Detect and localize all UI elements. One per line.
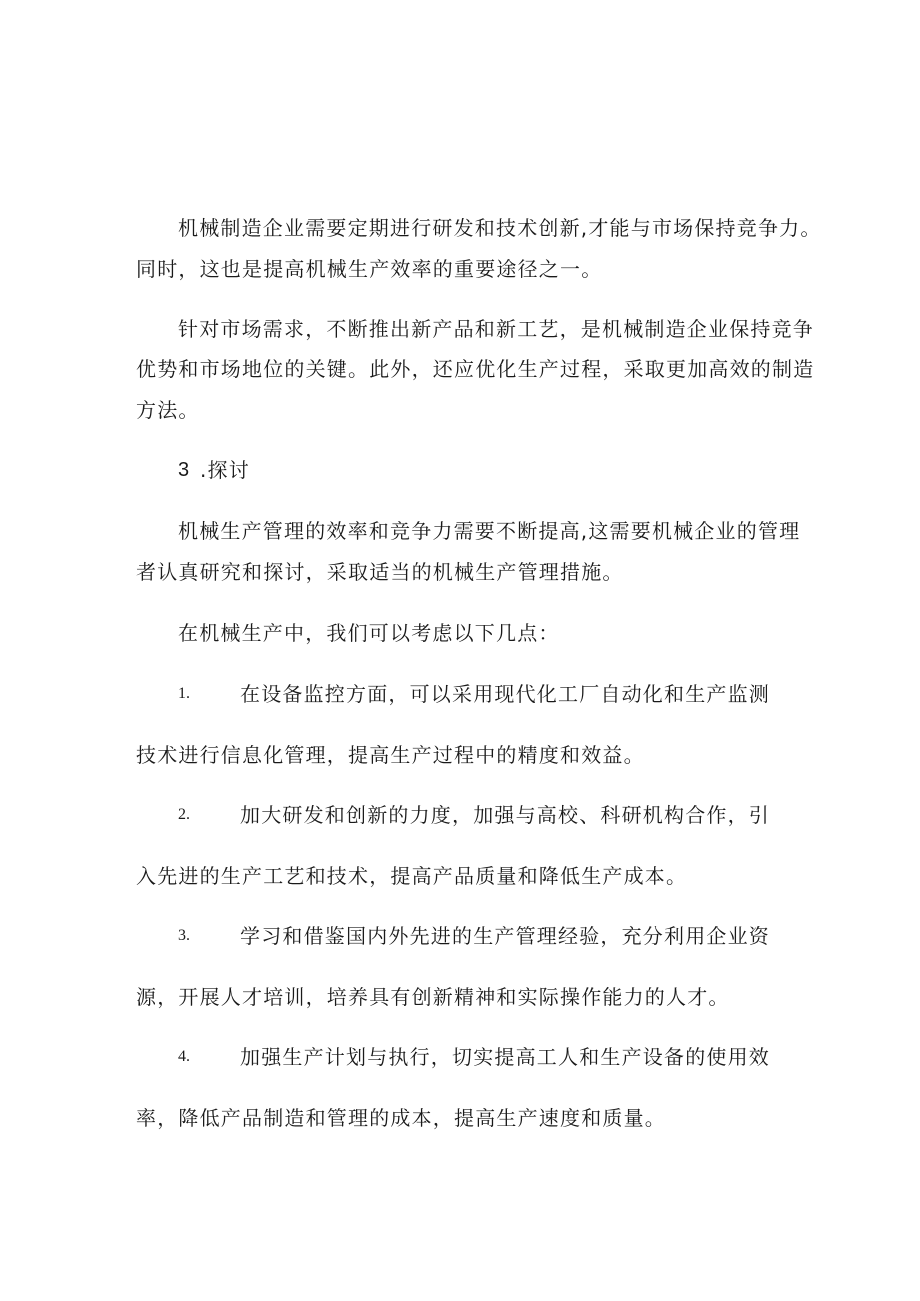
list-item-3-number: 3. [178,927,190,944]
discussion-line-1: 机械生产管理的效率和竞争力需要不断提高,这需要机械企业的管理 [178,519,801,543]
list-item-1-line-1: 在设备监控方面，可以采用现代化工厂自动化和生产监测 [240,682,770,706]
list-item-4-line-1: 加强生产计划与执行，切实提高工人和生产设备的使用效 [240,1045,770,1069]
section-heading-number: 3 [178,459,191,481]
list-item-1-number: 1. [178,685,190,702]
paragraph-2-line-2: 优势和市场地位的关键。此外，还应优化生产过程，采取更加高效的制造 [136,357,815,381]
list-item-4-line-2: 率，降低产品制造和管理的成本，提高生产速度和质量。 [136,1106,666,1130]
list-intro: 在机械生产中，我们可以考虑以下几点： [178,621,560,645]
list-item-4-number: 4. [178,1048,190,1065]
list-item-3-line-1: 学习和借鉴国内外先进的生产管理经验，充分利用企业资 [240,924,770,948]
list-item-1-line-2: 技术进行信息化管理，提高生产过程中的精度和效益。 [136,743,645,767]
list-item-2-line-2: 入先进的生产工艺和技术，提高产品质量和降低生产成本。 [136,864,688,888]
paragraph-1-line-1: 机械制造企业需要定期进行研发和技术创新,才能与市场保持竞争力。 [178,216,822,240]
paragraph-1-line-2: 同时，这也是提高机械生产效率的重要途径之一。 [136,257,603,281]
paragraph-2-line-1: 针对市场需求，不断推出新产品和新工艺，是机械制造企业保持竞争 [178,317,814,341]
section-heading-title: .探讨 [200,458,250,482]
list-item-2-number: 2. [178,806,190,823]
list-item-3-line-2: 源，开展人才培训，培养具有创新精神和实际操作能力的人才。 [136,985,730,1009]
paragraph-2-line-3: 方法。 [136,398,200,422]
discussion-line-2: 者认真研究和探讨，采取适当的机械生产管理措施。 [136,560,624,584]
list-item-2-line-1: 加大研发和创新的力度，加强与高校、科研机构合作，引 [240,803,770,827]
